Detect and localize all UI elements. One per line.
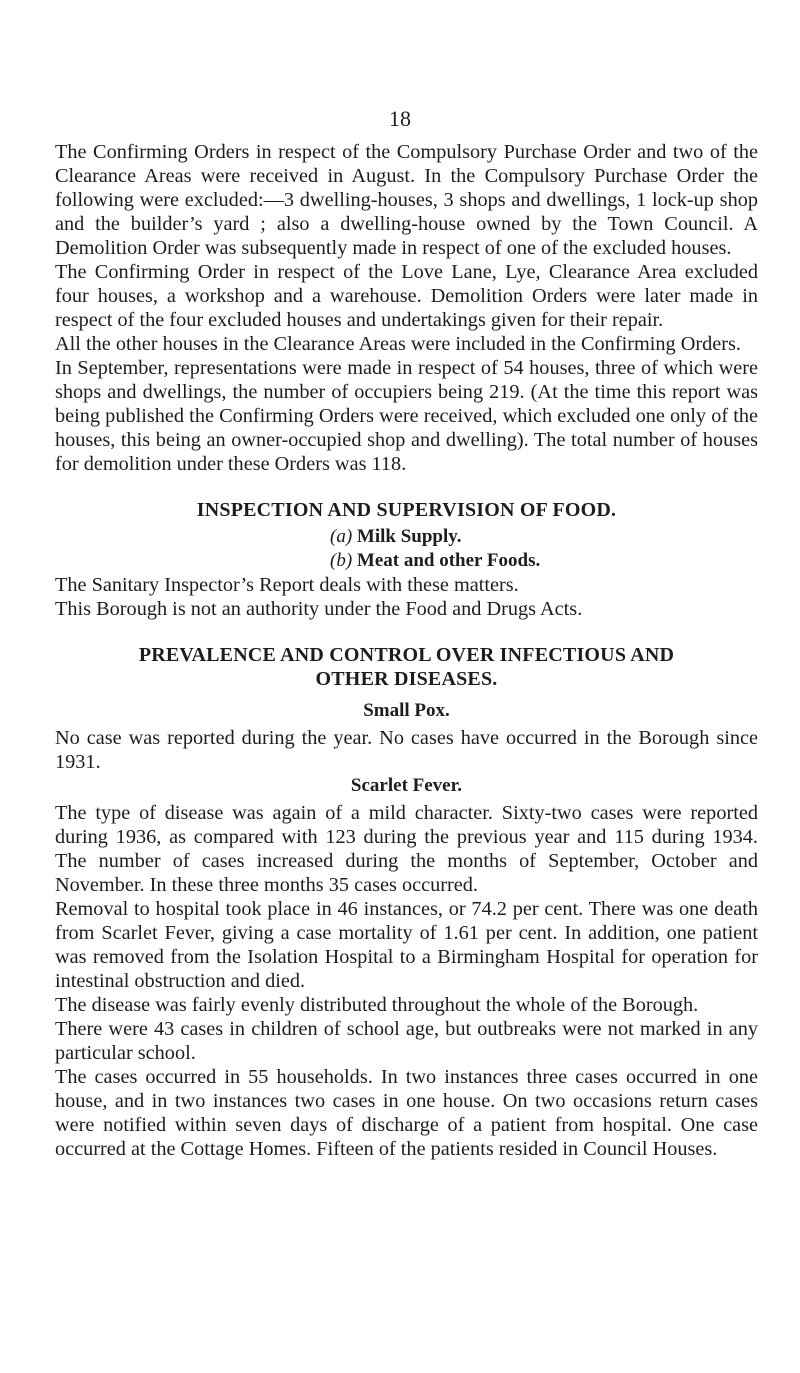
- heading-infectious-diseases: [55, 643, 758, 691]
- paragraph-scarlet-removal: Removal to hospital took place in 46 instances, or 74.2 per cent. There was one death from Scarlet Fever, giving a case mortality of 1.61 per cent. In addition, one patient was removed from the Isolation Hospital to a Birmingham Hospital for operation for intestinal obstruction and died.: [55, 898, 758, 992]
- food-subitems: [330, 525, 758, 573]
- heading-line: OTHER DISEASES.: [315, 668, 498, 690]
- paragraph-scarlet-school: There were 43 cases in children of school age, but outbreaks were not marked in any particular school.: [55, 1018, 758, 1064]
- paragraph-scarlet-distribution: The disease was fairly evenly distributed throughout the whole of the Borough.: [55, 994, 699, 1016]
- paragraph-love-lane: The Confirming Order in respect of the Love Lane, Lye, Clearance Area excluded four houses, a workshop and a warehouse. Demolition Orders were later made in respect of the four excluded houses and undertakings given for their repair.: [55, 261, 758, 331]
- subitem-letter: (b): [330, 550, 353, 571]
- subitem-label: Milk Supply.: [356, 526, 462, 547]
- heading-food-inspection: INSPECTION AND SUPERVISION OF FOOD.: [196, 499, 617, 521]
- subheading-small-pox: Small Pox.: [363, 700, 450, 721]
- paragraph-compulsory-purchase: The Confirming Orders in respect of the Compulsory Purchase Order and two of the Clearance Areas were received in August. In the Compulsory Purchase Order the following were excluded:—3 dwelling-houses, 3 shops and dwellings, 1 lock-up shop and the builder’s yard ; also a dwelling-house owned by the Town Council. A Demolition Order was subsequently made in respect of one of the excluded houses.: [55, 141, 758, 259]
- paragraph-scarlet-households: The cases occurred in 55 households. In two instances three cases occurred in one house, and in two instances two cases in one house. On two occasions return cases were notified within seven days of discharge of a patient from hospital. One case occurred at the Cottage Homes. Fifteen of the patients resided in Council Houses.: [55, 1066, 758, 1160]
- paragraph-scarlet-type: The type of disease was again of a mild character. Sixty-two cases were reported during 1936, as compared with 123 during the previous year and 115 during 1934. The number of cases increased during the months of September, October and November. In these three months 35 cases occurred.: [55, 802, 758, 896]
- paragraph-other-houses: All the other houses in the Clearance Areas were included in the Confirming Orders.: [55, 333, 741, 355]
- subitem-label: Meat and other Foods.: [356, 550, 541, 571]
- page-body: [55, 140, 758, 1161]
- subheading-scarlet-fever: Scarlet Fever.: [350, 775, 463, 796]
- food-subitem-milk: [330, 525, 758, 549]
- heading-line: PREVALENCE AND CONTROL OVER INFECTIOUS AND: [138, 644, 675, 666]
- food-subitem-meat: [330, 549, 758, 573]
- subitem-letter: (a): [330, 526, 353, 547]
- page-number: 18: [389, 106, 411, 131]
- paragraph-sanitary-report: The Sanitary Inspector’s Report deals with these matters.: [55, 574, 519, 596]
- paragraph-small-pox: No case was reported during the year. No cases have occurred in the Borough since 1931.: [55, 727, 758, 773]
- paragraph-september-representations: In September, representations were made in respect of 54 houses, three of which were shops and dwellings, the number of occupiers being 219. (At the time this report was being published the Confirming Orders were received, which excluded one only of the houses, this being an owner-occupied shop and dwelling). The total number of houses for demolition under these Orders was 118.: [55, 357, 758, 475]
- paragraph-food-drugs-acts: This Borough is not an authority under the Food and Drugs Acts.: [55, 598, 583, 620]
